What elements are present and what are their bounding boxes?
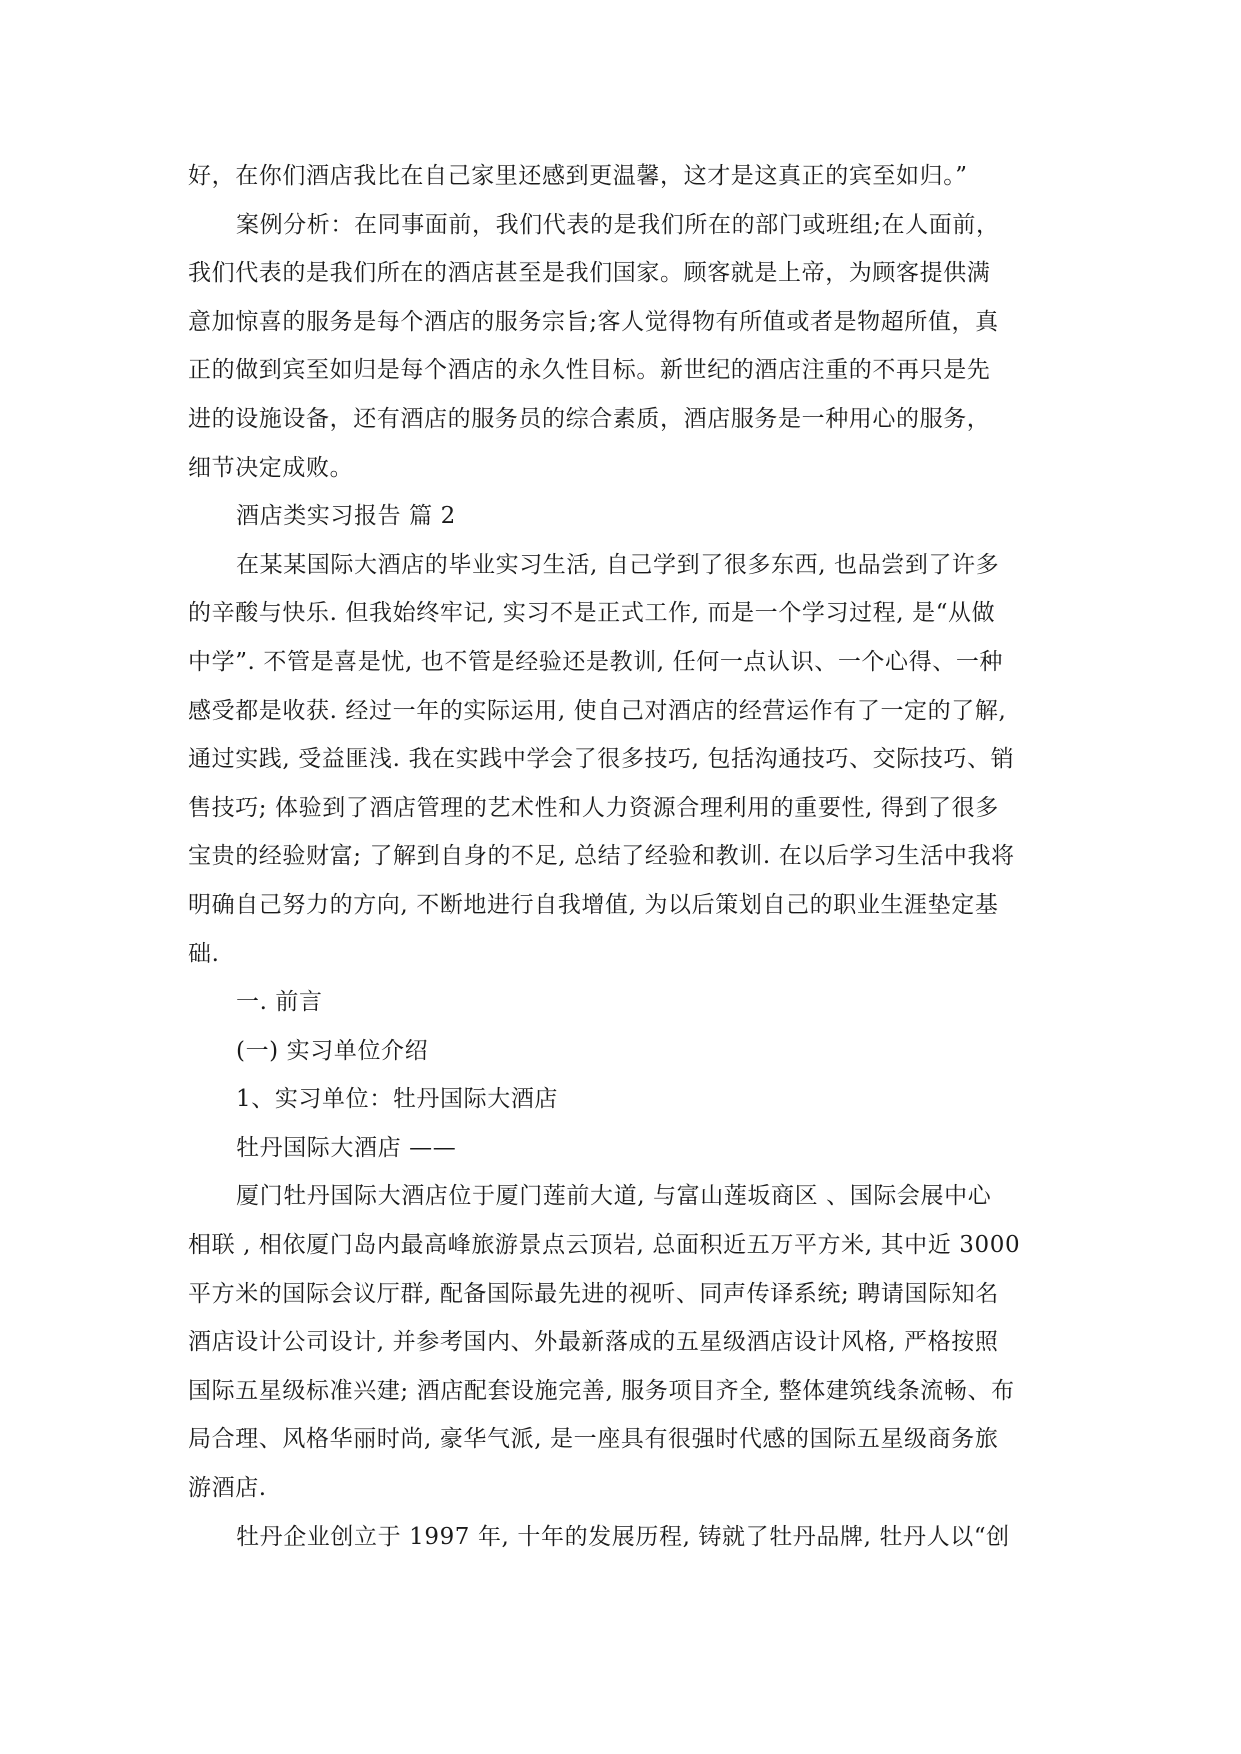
list-item: 1、实习单位：牡丹国际大酒店	[236, 1086, 559, 1113]
text-line: 牡丹企业创立于 1997 年, 十年的发展历程, 铸就了牡丹品牌, 牡丹人以“创	[236, 1523, 1010, 1550]
text-line: 好，在你们酒店我比在自己家里还感到更温馨，这才是这真正的宾至如归。”	[188, 163, 968, 189]
text-line: 在某某国际大酒店的毕业实习生活, 自己学到了很多东西, 也品尝到了许多	[236, 551, 1000, 578]
section-heading: 一. 前言	[236, 989, 323, 1016]
subsection-heading: (一) 实习单位介绍	[236, 1037, 429, 1064]
text-line: 意加惊喜的服务是每个酒店的服务宗旨;客人觉得物有所值或者是物超所值，真	[188, 308, 999, 335]
text-line: 明确自己努力的方向, 不断地进行自我增值, 为以后策划自己的职业生涯垫定基	[188, 891, 999, 918]
text-line: 通过实践, 受益匪浅. 我在实践中学会了很多技巧, 包括沟通技巧、交际技巧、销	[188, 746, 1015, 773]
text-line: 案例分析：在同事面前，我们代表的是我们所在的部门或班组;在人面前，	[236, 211, 1000, 238]
text-line: 牡丹国际大酒店 ——	[236, 1134, 457, 1161]
document-body	[188, 152, 1058, 1561]
section-heading: 酒店类实习报告 篇 2	[236, 503, 456, 530]
text-line: 相联 , 相依厦门岛内最高峰旅游景点云顶岩, 总面积近五万平方米, 其中近 3000	[188, 1232, 1021, 1259]
text-line: 我们代表的是我们所在的酒店甚至是我们国家。顾客就是上帝，为顾客提供满	[188, 260, 991, 287]
text-line: 宝贵的经验财富; 了解到自身的不足, 总结了经验和教训. 在以后学习生活中我将	[188, 843, 1015, 870]
text-line: 正的做到宾至如归是每个酒店的永久性目标。新世纪的酒店注重的不再只是先	[188, 357, 991, 384]
text-line: 础.	[188, 940, 220, 967]
text-line: 国际五星级标准兴建; 酒店配套设施完善, 服务项目齐全, 整体建筑线条流畅、布	[188, 1377, 1015, 1404]
text-line: 平方米的国际会议厅群, 配备国际最先进的视听、同声传译系统; 聘请国际知名	[188, 1280, 999, 1307]
text-line: 酒店设计公司设计, 并参考国内、外最新落成的五星级酒店设计风格, 严格按照	[188, 1329, 999, 1356]
text-line: 售技巧; 体验到了酒店管理的艺术性和人力资源合理利用的重要性, 得到了很多	[188, 794, 999, 821]
text-line: 感受都是收获. 经过一年的实际运用, 使自己对酒店的经营运作有了一定的了解,	[188, 697, 1007, 724]
text-line: 进的设施设备，还有酒店的服务员的综合素质，酒店服务是一种用心的服务，	[188, 405, 991, 432]
text-line: 局合理、风格华丽时尚, 豪华气派, 是一座具有很强时代感的国际五星级商务旅	[188, 1426, 999, 1453]
text-line: 中学”. 不管是喜是忧, 也不管是经验还是教训, 任何一点认识、一个心得、一种	[188, 648, 1004, 675]
text-line: 细节决定成败。	[188, 454, 354, 481]
text-line: 厦门牡丹国际大酒店位于厦门莲前大道, 与富山莲坂商区 、国际会展中心	[236, 1183, 992, 1210]
text-line: 的辛酸与快乐. 但我始终牢记, 实习不是正式工作, 而是一个学习过程, 是“从做	[188, 600, 996, 627]
text-line: 游酒店.	[188, 1475, 267, 1502]
